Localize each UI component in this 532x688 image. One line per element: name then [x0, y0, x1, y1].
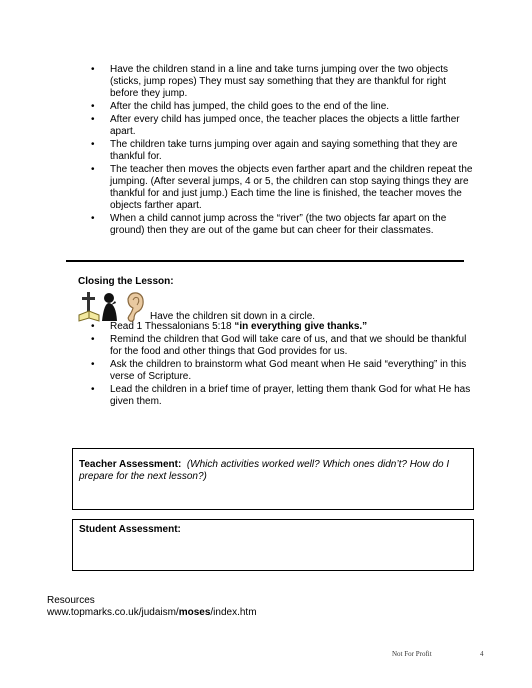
list-item: • Ask the children to brainstorm what God meant when He said “everything” in this verse of Scripture. — [88, 359, 474, 383]
list-item: • The children take turns jumping over again and saying something that they are thankful for. — [88, 139, 474, 163]
closing-heading: Closing the Lesson: — [78, 276, 174, 287]
resource-url-end: /index.htm — [210, 607, 257, 618]
activity-steps-list — [88, 64, 474, 238]
scripture-quote: “in everything give thanks.” — [234, 321, 368, 332]
list-item: • Have the children stand in a line and take turns jumping over the two objects (sticks, jump ropes) They must say something that they are thankful for right before they jump. — [88, 64, 474, 100]
student-assessment-box — [72, 519, 474, 571]
bible-icon — [79, 311, 99, 321]
list-item: • After every child has jumped once, the teacher places the objects a little farther apart. — [88, 114, 474, 138]
ear-icon — [128, 293, 143, 321]
list-item: • The teacher then moves the objects even farther apart and the children repeat the jumping. (After several jumps, 4 or 5, the children can stop saying things they are thankful for and just jump.) Each time the line is finished, the teacher moves the objects farther apart. — [88, 164, 474, 212]
page-number: 4 — [480, 650, 484, 658]
section-divider — [66, 260, 464, 262]
resource-link[interactable] — [47, 607, 257, 619]
teacher-assessment-title: Teacher Assessment: — [79, 459, 182, 470]
resource-url-start: www.topmarks.co.uk/judaism/ — [47, 607, 179, 618]
closing-steps-list — [88, 321, 474, 409]
list-item — [88, 321, 474, 333]
teacher-assessment-box — [72, 448, 474, 510]
footer-note: Not For Profit — [392, 650, 432, 658]
closing-intro: Have the children sit down in a circle. — [150, 311, 316, 322]
student-assessment-title: Student Assessment: — [79, 524, 181, 535]
resource-url-bold: moses — [178, 607, 211, 618]
list-item: • Lead the children in a brief time of prayer, letting them thank God for what He has given them. — [88, 384, 474, 408]
closing-icons — [78, 291, 148, 323]
list-item: • Remind the children that God will take care of us, and that we should be thankful for the food and other things that God provides for us. — [88, 334, 474, 358]
list-item: • After the child has jumped, the child goes to the end of the line. — [88, 101, 474, 113]
teacher-assessment-prompt: (Which activities worked well? Which ones didn’t? How do I prepare for the next lesson?) — [79, 459, 450, 482]
read-prefix: Read 1 Thessalonians 5:18 — [110, 321, 235, 332]
praying-child-icon — [102, 293, 117, 321]
list-item: • When a child cannot jump across the “river” (the two objects far apart on the ground) then they are out of the game but can cheer for their classmates. — [88, 213, 474, 237]
resources-label: Resources — [47, 595, 95, 606]
